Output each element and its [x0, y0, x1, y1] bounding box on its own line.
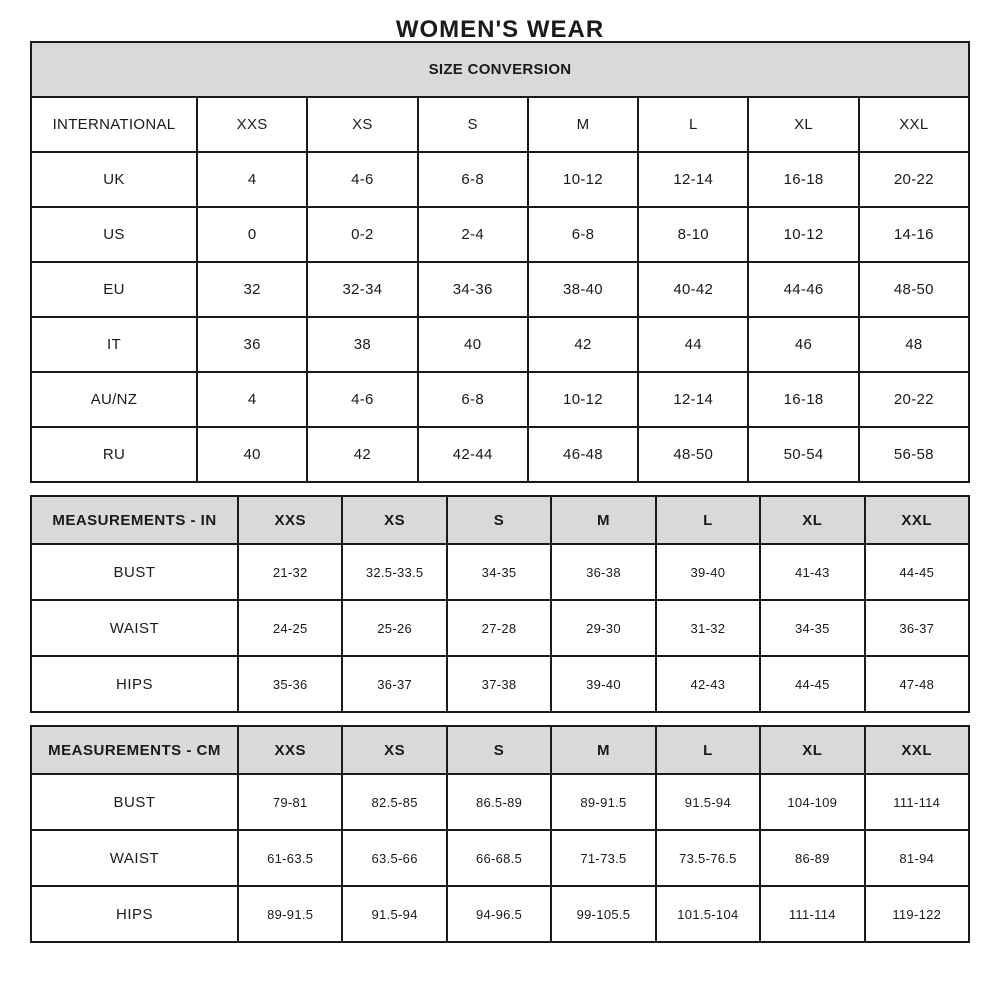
table-cell: 16-18 [748, 372, 858, 427]
row-label: UK [31, 152, 197, 207]
table-cell: 82.5-85 [342, 774, 446, 830]
row-label: US [31, 207, 197, 262]
table-cell: 48 [859, 317, 969, 372]
table-cell: 29-30 [551, 600, 655, 656]
table-cell: 44-46 [748, 262, 858, 317]
table-cell: 36 [197, 317, 307, 372]
table-cell: 0-2 [307, 207, 417, 262]
table-cell: 81-94 [865, 830, 969, 886]
table-cell: XS [307, 97, 417, 152]
table-cell: 10-12 [748, 207, 858, 262]
table-cell: 32.5-33.5 [342, 544, 446, 600]
table-cell: 46-48 [528, 427, 638, 482]
table-cell: 12-14 [638, 152, 748, 207]
table-cell: 36-37 [865, 600, 969, 656]
row-label: HIPS [31, 886, 238, 942]
size-header-cell: XL [760, 496, 864, 544]
table-cell: 20-22 [859, 152, 969, 207]
table-cell: 61-63.5 [238, 830, 342, 886]
size-header-cell: XXL [865, 496, 969, 544]
table-cell: 36-38 [551, 544, 655, 600]
table-cell: XXL [859, 97, 969, 152]
table-cell: 40 [418, 317, 528, 372]
table-cell: XL [748, 97, 858, 152]
table-cell: 6-8 [418, 372, 528, 427]
table-cell: 40 [197, 427, 307, 482]
table-cell: 16-18 [748, 152, 858, 207]
size-header-cell: M [551, 496, 655, 544]
table-row-hips-in [31, 656, 969, 712]
table-cell: 73.5-76.5 [656, 830, 760, 886]
table-row-us [31, 207, 969, 262]
table-cell: 41-43 [760, 544, 864, 600]
table-cell: S [418, 97, 528, 152]
table-cell: 44 [638, 317, 748, 372]
measurements-cm-title: MEASUREMENTS - CM [31, 726, 238, 774]
table-cell: 91.5-94 [656, 774, 760, 830]
table-cell: 34-35 [447, 544, 551, 600]
size-header-cell: XS [342, 726, 446, 774]
row-label: AU/NZ [31, 372, 197, 427]
table-row-bust-in [31, 544, 969, 600]
table-cell: 34-36 [418, 262, 528, 317]
row-label: RU [31, 427, 197, 482]
table-cell: 63.5-66 [342, 830, 446, 886]
row-label: INTERNATIONAL [31, 97, 197, 152]
table-cell: 4-6 [307, 372, 417, 427]
table-row-eu [31, 262, 969, 317]
size-header-cell: XL [760, 726, 864, 774]
table-cell: 20-22 [859, 372, 969, 427]
table-cell: 34-35 [760, 600, 864, 656]
table-row-it [31, 317, 969, 372]
table-header-row [31, 726, 969, 774]
table-cell: XXS [197, 97, 307, 152]
table-cell: 40-42 [638, 262, 748, 317]
table-cell: 6-8 [528, 207, 638, 262]
row-label: HIPS [31, 656, 238, 712]
table-cell: 99-105.5 [551, 886, 655, 942]
table-row-waist-in [31, 600, 969, 656]
table-cell: 4-6 [307, 152, 417, 207]
size-header-cell: XXS [238, 496, 342, 544]
row-label: WAIST [31, 600, 238, 656]
table-cell: 44-45 [865, 544, 969, 600]
size-header-cell: M [551, 726, 655, 774]
page-title: WOMEN'S WEAR [395, 16, 605, 43]
table-row-aunz [31, 372, 969, 427]
table-cell: 4 [197, 152, 307, 207]
table-cell: 10-12 [528, 152, 638, 207]
table-row-bust-cm [31, 774, 969, 830]
size-header-cell: S [447, 726, 551, 774]
table-cell: 111-114 [865, 774, 969, 830]
table-cell: 24-25 [238, 600, 342, 656]
row-label: WAIST [31, 830, 238, 886]
table-header-row [31, 42, 969, 97]
size-header-cell: XXS [238, 726, 342, 774]
table-cell: 48-50 [638, 427, 748, 482]
table-cell: 86.5-89 [447, 774, 551, 830]
table-row-waist-cm [31, 830, 969, 886]
table-cell: 44-45 [760, 656, 864, 712]
table-cell: 14-16 [859, 207, 969, 262]
table-cell: 38-40 [528, 262, 638, 317]
table-cell: 38 [307, 317, 417, 372]
table-cell: 32-34 [307, 262, 417, 317]
size-conversion-title: SIZE CONVERSION [31, 42, 969, 97]
table-cell: 42 [307, 427, 417, 482]
table-cell: 25-26 [342, 600, 446, 656]
table-cell: 89-91.5 [238, 886, 342, 942]
table-cell: 48-50 [859, 262, 969, 317]
table-cell: 79-81 [238, 774, 342, 830]
size-header-cell: L [656, 496, 760, 544]
table-cell: 36-37 [342, 656, 446, 712]
table-cell: 10-12 [528, 372, 638, 427]
table-row-uk [31, 152, 969, 207]
size-header-cell: XS [342, 496, 446, 544]
measurements-in-table [30, 495, 970, 713]
table-cell: 37-38 [447, 656, 551, 712]
size-conversion-table [30, 41, 970, 483]
table-cell: 94-96.5 [447, 886, 551, 942]
table-cell: 27-28 [447, 600, 551, 656]
table-cell: M [528, 97, 638, 152]
row-label: BUST [31, 774, 238, 830]
table-cell: 0 [197, 207, 307, 262]
table-row-hips-cm [31, 886, 969, 942]
measurements-in-title: MEASUREMENTS - IN [31, 496, 238, 544]
table-header-row [31, 496, 969, 544]
table-cell: L [638, 97, 748, 152]
table-cell: 6-8 [418, 152, 528, 207]
table-cell: 8-10 [638, 207, 748, 262]
table-cell: 35-36 [238, 656, 342, 712]
measurements-cm-table [30, 725, 970, 943]
table-cell: 42-44 [418, 427, 528, 482]
table-cell: 12-14 [638, 372, 748, 427]
table-cell: 56-58 [859, 427, 969, 482]
table-cell: 39-40 [551, 656, 655, 712]
table-cell: 42-43 [656, 656, 760, 712]
table-cell: 42 [528, 317, 638, 372]
row-label: IT [31, 317, 197, 372]
table-cell: 101.5-104 [656, 886, 760, 942]
table-row-international [31, 97, 969, 152]
table-cell: 32 [197, 262, 307, 317]
table-row-ru [31, 427, 969, 482]
table-cell: 47-48 [865, 656, 969, 712]
table-cell: 4 [197, 372, 307, 427]
table-cell: 91.5-94 [342, 886, 446, 942]
table-cell: 46 [748, 317, 858, 372]
size-header-cell: S [447, 496, 551, 544]
table-cell: 2-4 [418, 207, 528, 262]
table-cell: 104-109 [760, 774, 864, 830]
table-cell: 71-73.5 [551, 830, 655, 886]
table-cell: 66-68.5 [447, 830, 551, 886]
table-cell: 111-114 [760, 886, 864, 942]
table-cell: 89-91.5 [551, 774, 655, 830]
row-label: EU [31, 262, 197, 317]
table-cell: 21-32 [238, 544, 342, 600]
table-cell: 50-54 [748, 427, 858, 482]
row-label: BUST [31, 544, 238, 600]
size-header-cell: L [656, 726, 760, 774]
table-cell: 39-40 [656, 544, 760, 600]
table-cell: 31-32 [656, 600, 760, 656]
table-cell: 86-89 [760, 830, 864, 886]
table-cell: 119-122 [865, 886, 969, 942]
size-header-cell: XXL [865, 726, 969, 774]
